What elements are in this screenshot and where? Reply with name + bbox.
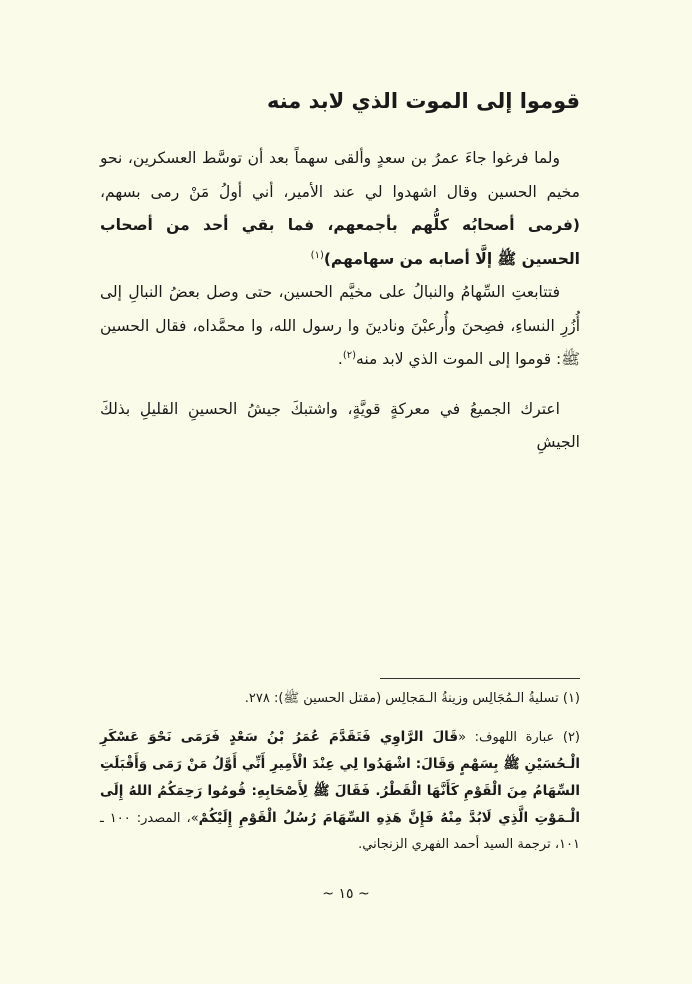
section-heading: قوموا إلى الموت الذي لابد منه: [266, 89, 580, 113]
paragraph-text: فتتابعتِ السِّهامُ والنبالُ على مخيَّم الحسين، حتى وصل بعضُ النبالِ إلى أُزُرِ النساءِ، فصِحنَ وأُرعبْنَ ونادينَ وا رسول الله، وا محمَّداه، فقال الحسين ﷺ: قوموا إلى الموت الذي لابد منه: [100, 283, 580, 368]
bold-quote: (فرمى أصحابُه كلُّهم بأجمعهم، فما بقي أحد من أصحاب الحسين ﷺ إلَّا أصابه من سهامهم): [100, 216, 580, 268]
footnotes: [100, 686, 580, 858]
footnote-2-prefix: (٢) عبارة اللهوف: «: [458, 730, 580, 745]
footnote-1: (١) تسليةُ الـمُجَالِس وزينةُ الـمَجالِس (مقتل الحسين ﷺ): ٢٧٨.: [244, 691, 580, 706]
paragraph: [100, 142, 580, 276]
paragraph: [100, 276, 580, 377]
page-number: ~ ١٥ ~: [322, 886, 370, 902]
footnote-divider: [380, 678, 580, 679]
footnote-2-suffix: »، المصدر: ١٠٠ ـ ١٠١، ترجمة السيد أحمد الفهري الزنجاني.: [100, 811, 580, 852]
paragraph-end: .: [337, 350, 343, 368]
body-text: [100, 142, 580, 460]
paragraph-text: ولما فرغوا جاءَ عمرُ بن سعدٍ وألقى سهماً بعد أن توسَّط العسكرين، نحو مخيم الحسين وقال اشهدوا لي عند الأمير، أني أولُ مَنْ رمى بسهم،: [100, 149, 580, 201]
footnote-ref: (٢): [342, 349, 357, 361]
paragraph: اعترك الجميعُ في معركةٍ قويَّةٍ، واشتبكَ جيشُ الحسينِ القليلِ بذلكَ الجيشِ: [100, 399, 580, 451]
footnote-2: [100, 724, 580, 858]
footnote-2-quote: قَالَ الرَّاوِي فَتَقَدَّمَ عُمَرُ بْنُ سَعْدٍ فَرَمَى نَحْوَ عَسْكَرِ الْـحُسَيْنِ ﷺ بِسَهْمٍ وَقَالَ: اشْهَدُوا لِي عِنْدَ الْأَمِيرِ أَنِّي أَوَّلُ مَنْ رَمَى وَأَقْبَلَتِ السِّهَامُ مِنَ الْقَوْمِ كَأَنَّهَا الْقَطْرُ. فَقَالَ ﷺ لِأَصْحَابِهِ: قُومُوا رَحِمَكُمُ اللهُ إِلَى الْـمَوْتِ الَّذِي لَابُدَّ مِنْهُ فَإِنَّ هَذِهِ السِّهَامَ رُسُلُ الْقَوْمِ إِلَيْكُمْ: [100, 729, 581, 826]
footnote-ref: (١): [310, 249, 324, 261]
